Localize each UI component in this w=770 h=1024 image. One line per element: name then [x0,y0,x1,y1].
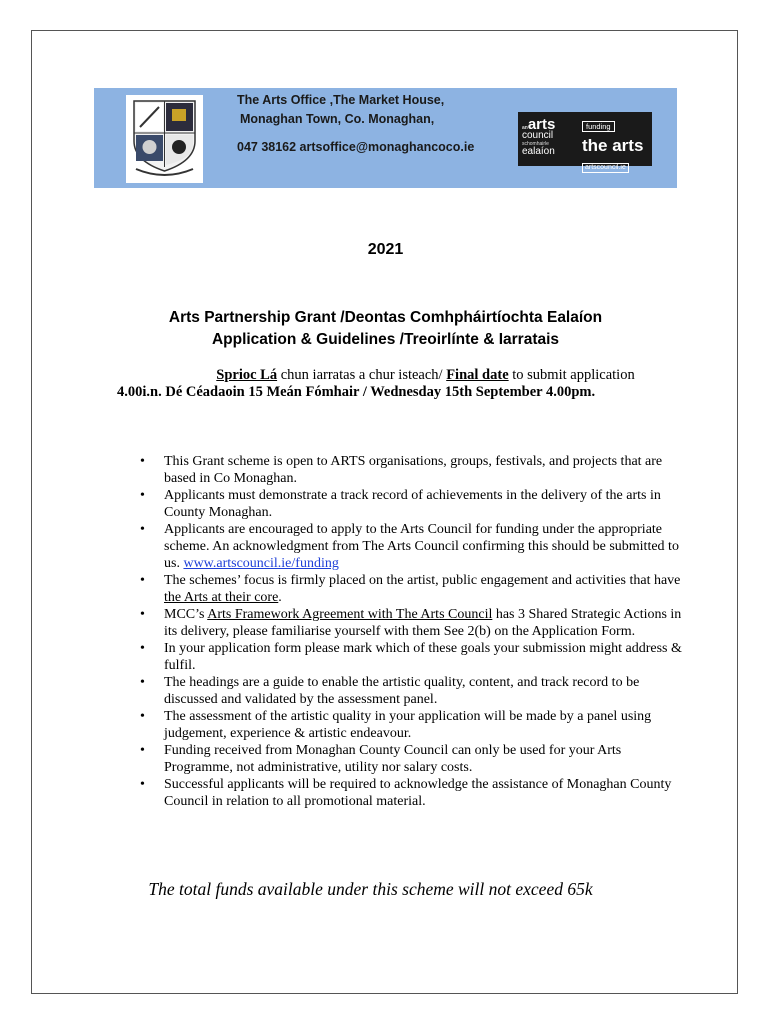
arts-council-logo [518,112,652,171]
ac-the-arts: the arts [582,136,644,155]
list-item: • In your application form please mark which of these goals your submission might address & fulfil. [137,640,682,674]
framework-agreement: Arts Framework Agreement with The Arts Council [207,607,493,622]
county-council-crest [126,95,203,183]
list-item [137,606,682,640]
document-page [31,30,738,994]
deadline-line-2: 4.00i.n. Dé Céadaoin 15 Meán Fómhair / Wednesday 15th September 4.00pm. [117,384,596,400]
bullet-text: Applicants are encouraged to apply to the Arts Council for funding under the appropriate scheme. An acknowledgment from The Arts Council confirming this should be submitted to us. [164,522,679,571]
title-line-1: Arts Partnership Grant /Deontas Comhpháirtíochta Ealaíon [168,309,603,326]
funding-the-arts-logo [582,116,643,174]
ac-ealaion: ealaíon [522,146,555,157]
ac-an: an [522,125,528,131]
list-item: • Successful applicants will be required to acknowledge the assistance of Monaghan County Council in relation to all promotional material. [137,776,682,810]
sprioc-la: Sprioc Lá [216,367,278,383]
list-item: • The assessment of the artistic quality in your application will be made by a panel using judgement, experience & artistic endeavour. [137,708,682,742]
list-item: • The headings are a guide to enable the artistic quality, content, and track record to be discussed and validated by the assessment panel. [137,674,682,708]
bullet-text: The schemes’ focus is firmly placed on the artist, public engagement and activities that have [164,573,681,588]
arts-at-core: the Arts at their core [164,590,279,605]
bullet-text: MCC’s [164,607,208,622]
deadline-mid: chun iarratas a chur isteach/ [277,367,447,383]
guidelines-list [137,453,682,810]
crest-icon [126,95,203,183]
ac-url: artscouncil.ie [582,163,629,173]
list-item [137,521,682,572]
ac-irish-small: schomhairle [522,141,549,147]
deadline-notice [32,367,739,401]
list-item: • Applicants must demonstrate a track record of achievements in the delivery of the arts in County Monaghan. [137,487,682,521]
arts-council-wordmark [522,118,580,157]
deadline-line-1 [32,367,739,384]
list-item: • This Grant scheme is open to ARTS organisations, groups, festivals, and projects that are based in Co Monaghan. [137,453,682,487]
final-date: Final date [446,367,509,383]
address-line-1: The Arts Office ,The Market House, [237,93,445,107]
total-funds-note: The total funds available under this scheme will not exceed 65k [148,879,593,899]
list-item [137,572,682,606]
arts-council-funding-link[interactable]: www.artscouncil.ie/funding [183,556,339,571]
deadline-end: to submit application [508,367,635,383]
ac-funding: funding [582,121,615,132]
title-line-2: Application & Guidelines /Treoirlínte & Iarratais [211,331,560,348]
ac-arts: arts [527,116,556,133]
bullet-text-end: has 3 Shared Strategic Actions in its delivery, please familiarise yourself with them See 2(b) on the Application Form. [164,607,682,639]
header-banner [94,88,677,188]
contact-block [237,91,474,157]
address-line-2: Monaghan Town, Co. Monaghan, [240,112,435,126]
list-item: • Funding received from Monaghan County Council can only be used for your Arts Programme, not administrative, utility nor salary costs. [137,742,682,776]
ac-council: council [522,130,554,141]
document-title [32,307,739,351]
document-year: 2021 [367,241,404,258]
bullet-text-end: . [278,590,282,605]
phone-email: 047 38162 artsoffice@monaghancoco.ie [237,140,475,154]
